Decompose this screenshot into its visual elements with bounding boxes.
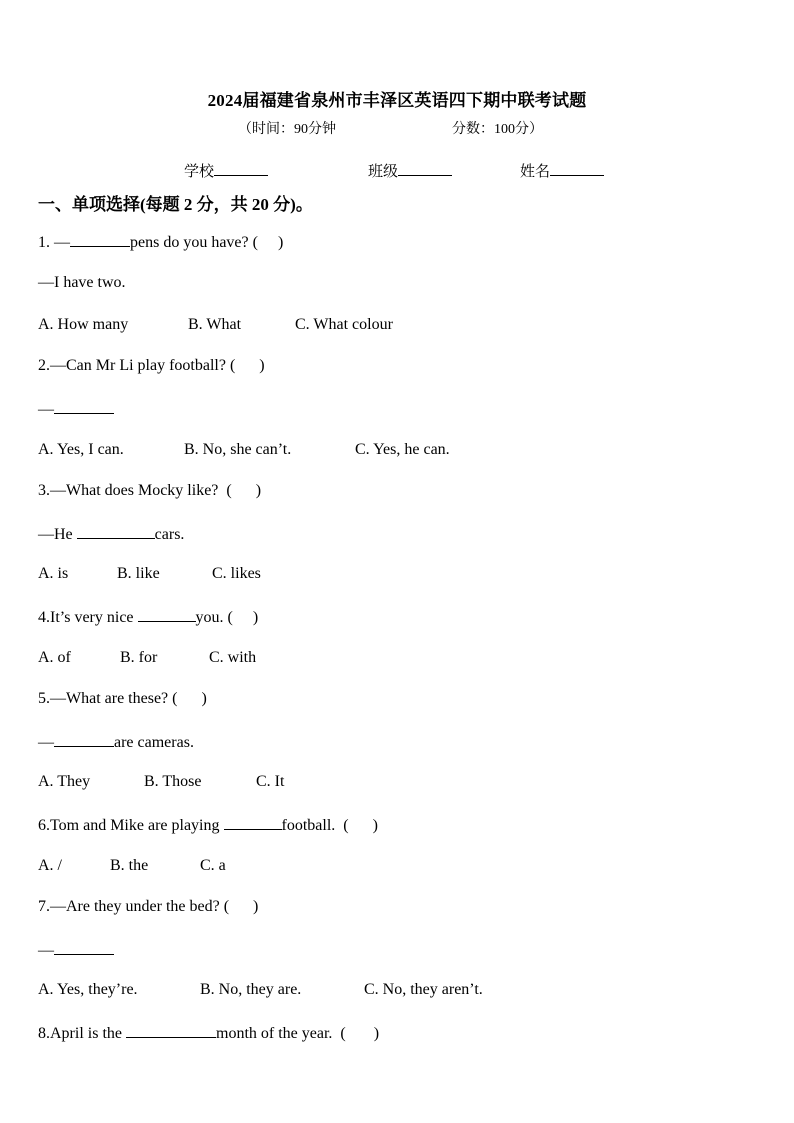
option-c: C. a (200, 857, 226, 874)
question-2-answer: — (38, 399, 114, 419)
question-2-options (38, 441, 450, 459)
option-a: A. is (38, 565, 69, 582)
option-c: C. No, they aren’t. (364, 981, 483, 998)
blank (54, 732, 114, 747)
option-c: C. It (256, 773, 285, 790)
exam-score: 分数：100分） (452, 122, 543, 137)
option-c: C. What colour (295, 316, 393, 333)
option-b: B. What (188, 316, 242, 333)
question-5-stem: 5.—What are these? ( ) (38, 690, 207, 707)
option-a: A. of (38, 649, 71, 666)
option-b: B. No, they are. (200, 981, 302, 998)
option-b: B. Those (144, 773, 202, 790)
option-c: C. likes (212, 565, 261, 582)
question-6-options (38, 857, 226, 875)
name-blank (550, 161, 604, 176)
question-4-stem: 4.It’s very nice you. ( ) (38, 609, 259, 626)
class-blank (398, 161, 452, 176)
name-field (520, 160, 604, 181)
name-label: 姓名 (520, 164, 551, 180)
blank (54, 940, 114, 955)
option-a: A. / (38, 857, 62, 874)
question-1-stem: 1. — pens do you have? ( ) (38, 234, 284, 251)
option-b: B. for (120, 649, 158, 666)
question-3-answer: —He cars. (38, 526, 185, 543)
class-label: 班级 (368, 164, 399, 180)
question-8-stem: 8.April is the month of the year. ( ) (38, 1025, 380, 1042)
blank (70, 232, 130, 247)
exam-time: （时间：90分钟 (238, 122, 336, 137)
blank (138, 607, 196, 622)
school-label: 学校 (184, 164, 215, 180)
option-b: B. No, she can’t. (184, 441, 292, 458)
option-a: A. Yes, they’re. (38, 981, 138, 998)
blank (224, 815, 282, 830)
question-7-options (38, 981, 483, 999)
question-3-options (38, 565, 261, 583)
question-1-answer: —I have two. (38, 274, 126, 291)
option-c: C. Yes, he can. (355, 441, 450, 458)
blank (126, 1023, 216, 1038)
option-a: A. They (38, 773, 91, 790)
question-1-options (38, 316, 393, 334)
option-c: C. with (209, 649, 257, 666)
blank (54, 399, 114, 414)
page-title: 2024届福建省泉州市丰泽区英语四下期中联考试题 (207, 91, 587, 110)
question-4-options (38, 649, 256, 667)
school-blank (214, 161, 268, 176)
question-7-stem: 7.—Are they under the bed? ( ) (38, 898, 259, 915)
option-a: A. Yes, I can. (38, 441, 124, 458)
blank (77, 524, 155, 539)
class-field (368, 160, 452, 181)
school-field (184, 160, 268, 181)
question-7-answer: — (38, 940, 114, 960)
option-b: B. the (110, 857, 149, 874)
question-5-options (38, 773, 284, 791)
question-3-stem: 3.—What does Mocky like? ( ) (38, 482, 262, 499)
section-title: 一、单项选择(每题 2 分，共 20 分)。 (38, 195, 313, 214)
question-2-stem: 2.—Can Mr Li play football? ( ) (38, 357, 265, 374)
question-5-answer: — are cameras. (38, 734, 194, 751)
option-b: B. like (117, 565, 160, 582)
option-a: A. How many (38, 316, 129, 333)
question-6-stem: 6.Tom and Mike are playing football. ( ) (38, 817, 378, 834)
